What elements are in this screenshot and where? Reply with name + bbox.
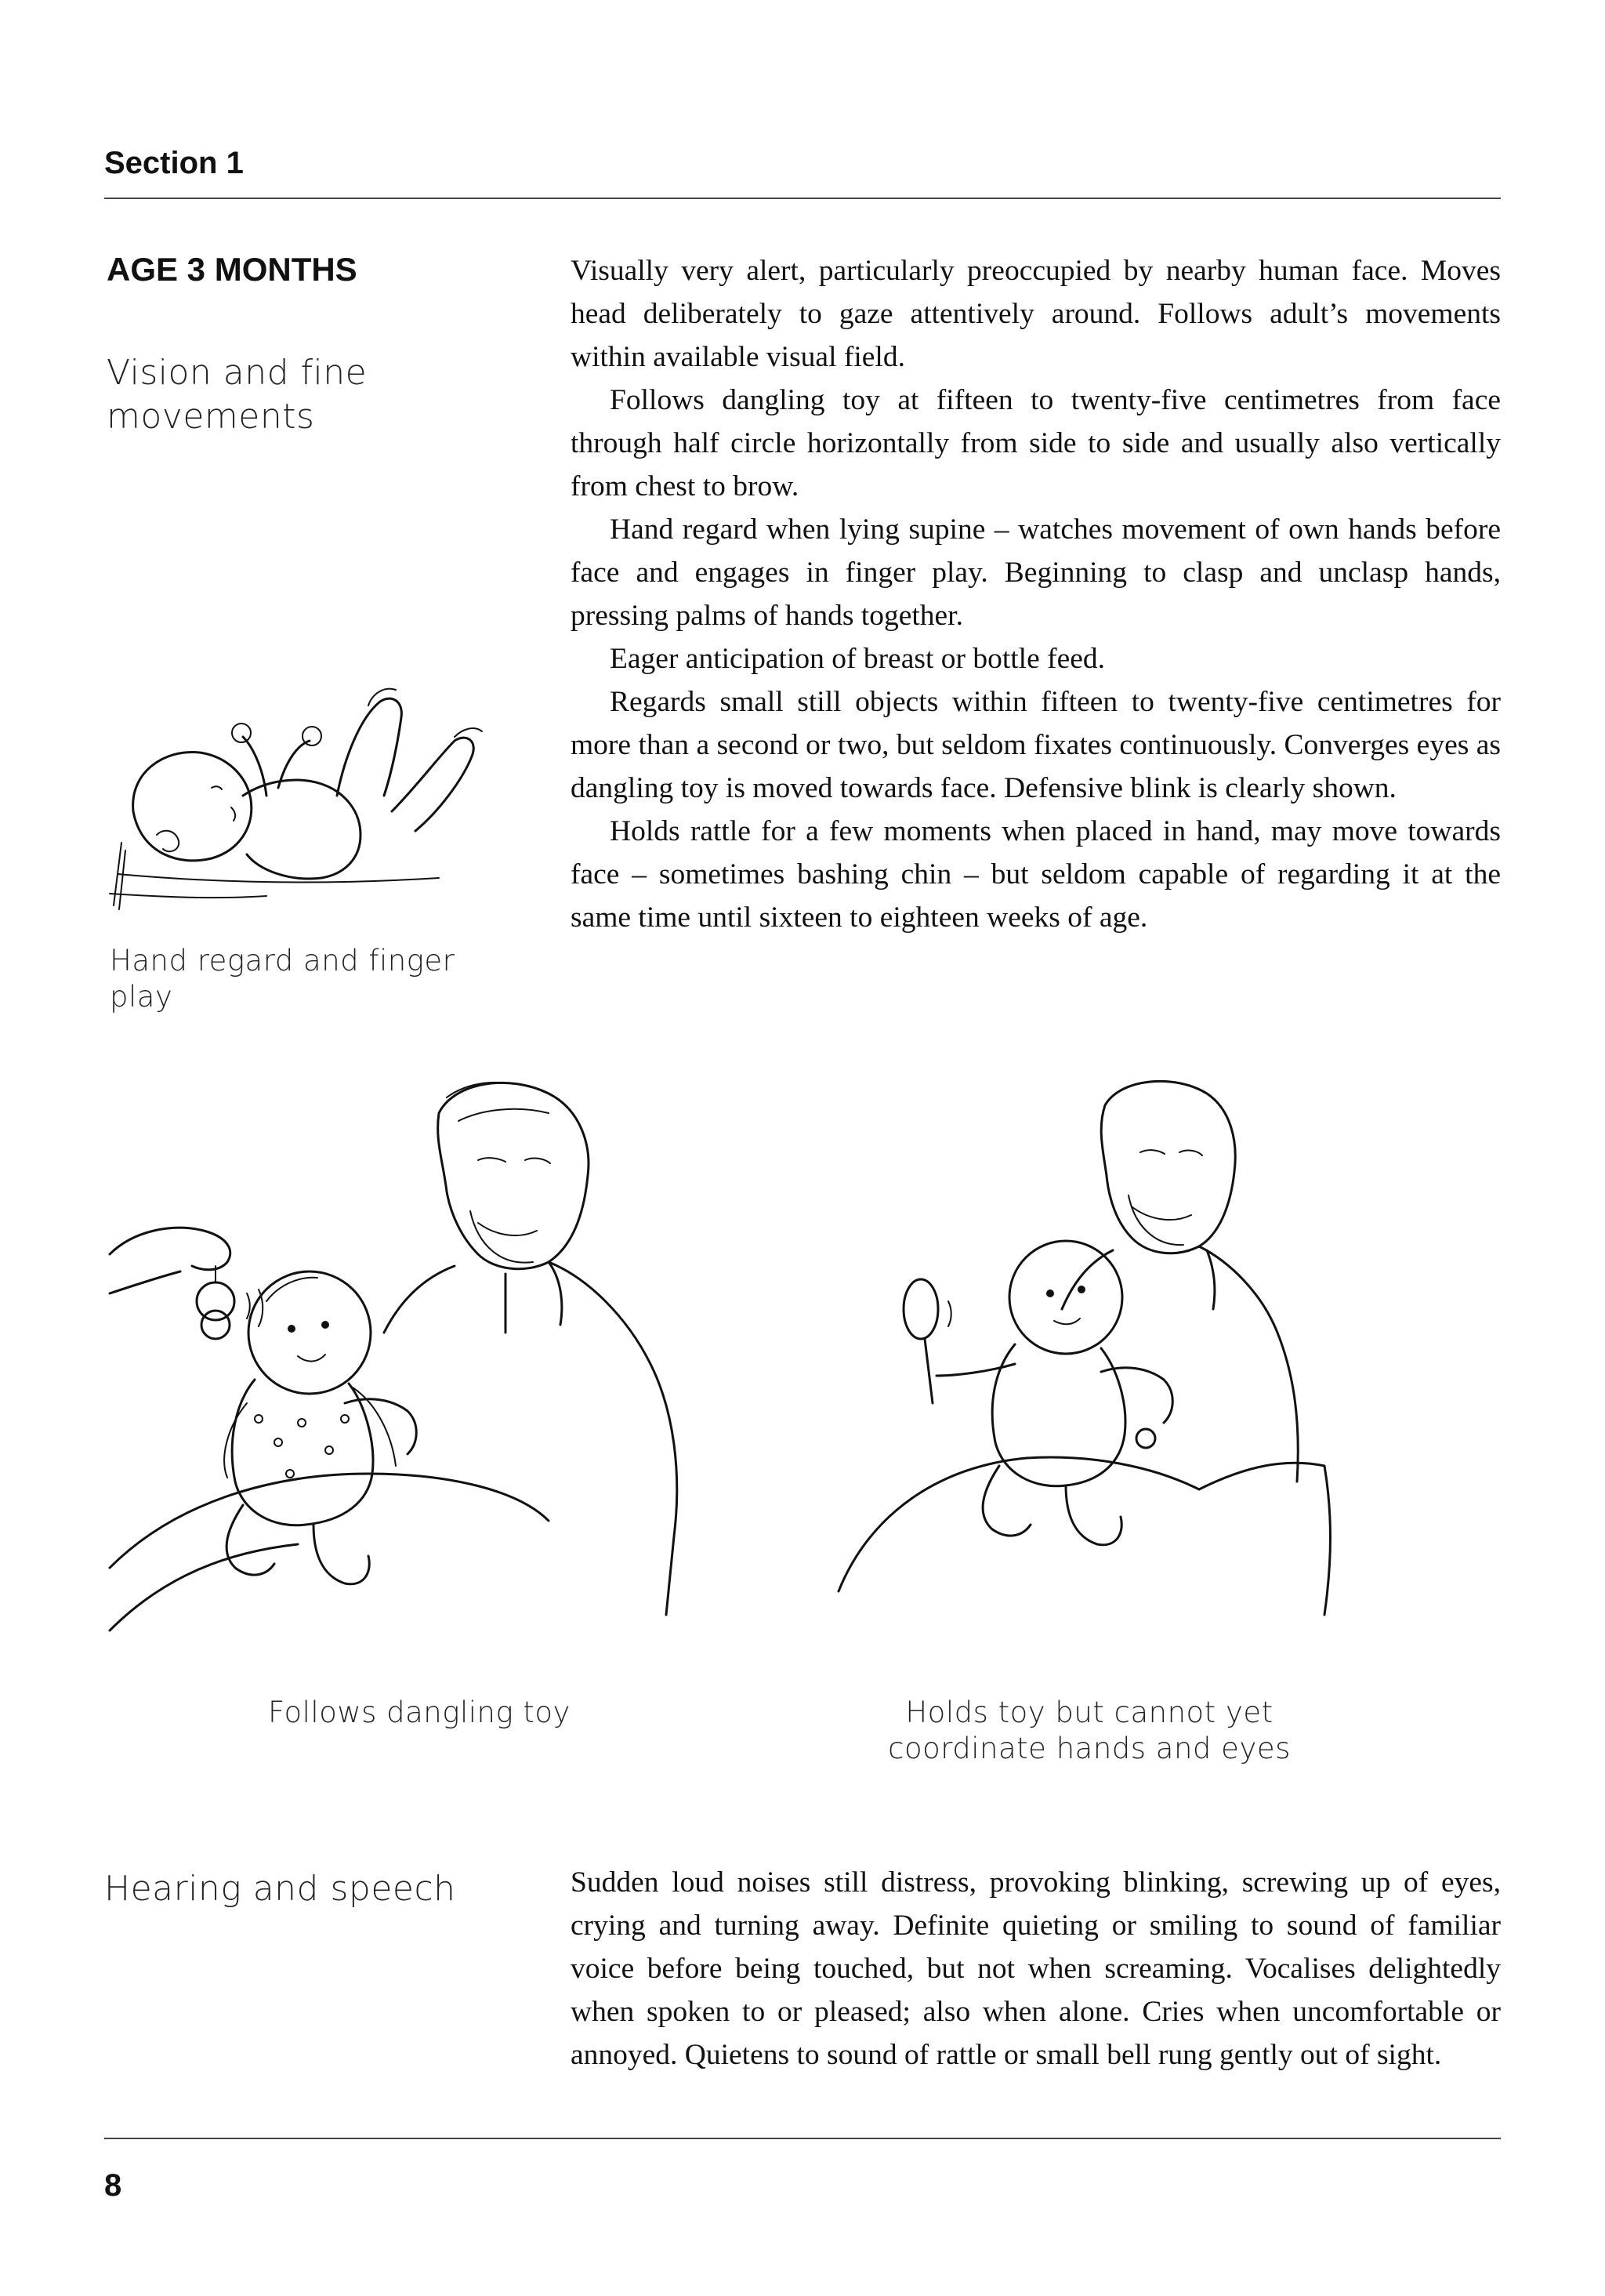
caption-follows-toy: Follows dangling toy bbox=[268, 1696, 571, 1729]
hearing-paragraph: Sudden loud noises still distress, provoking blinking, screwing up of eyes, crying and turning away. Definite quieting or smiling to sound of familiar voice before being touched, but not when screaming. Vocalises delightedly when spoken to or pleased; also when alone. Cries when uncomfortable or annoyed. Quietens to sound of rattle or small bell rung gently out of sight. bbox=[571, 1866, 1501, 2071]
vision-paragraph: Visually very alert, particularly preoccupied by nearby human face. Moves head deliberately to gaze attentively around. Follows adult’s movements within available visual field. bbox=[571, 255, 1501, 373]
hearing-heading: Hearing and speech bbox=[104, 1869, 456, 1909]
vision-heading: Vision and fine movements bbox=[107, 353, 368, 437]
vision-text bbox=[571, 249, 1501, 939]
vision-paragraph: Regards small still objects within fifteen to twenty-five centimetres for more than a second or two, but seldom fixates continuously. Converges eyes as dangling toy is moved towards face. Defensive blink is clearly shown. bbox=[571, 686, 1501, 804]
header-rule bbox=[104, 198, 1501, 199]
holds-toy-illustration bbox=[839, 1074, 1340, 1638]
caption-holds-toy: Holds toy but cannot yet coordinate hands and eyes bbox=[888, 1696, 1291, 1765]
caption-hand-regard: Hand regard and finger play bbox=[110, 944, 455, 1014]
follows-dangling-toy-illustration bbox=[110, 1066, 705, 1662]
vision-paragraph: Hand regard when lying supine – watches movement of own hands before face and engages in finger play. Beginning to clasp and unclasp hands, pressing palms of hands together. bbox=[571, 513, 1501, 632]
footer-rule bbox=[104, 2138, 1501, 2139]
vision-paragraph: Holds rattle for a few moments when placed in hand, may move towards face – sometimes bashing chin – but seldom capable of regarding it at the same time until sixteen to eighteen weeks of age. bbox=[571, 815, 1501, 934]
age-heading: AGE 3 MONTHS bbox=[107, 251, 357, 288]
vision-paragraph: Eager anticipation of breast or bottle feed. bbox=[610, 643, 1106, 675]
baby-hand-regard-illustration bbox=[110, 670, 517, 937]
page-number: 8 bbox=[104, 2168, 122, 2203]
hearing-text bbox=[571, 1861, 1501, 2077]
vision-paragraph: Follows dangling toy at fifteen to twenty-five centimetres from face through half circle horizontally from side to side and usually also vertically from chest to brow. bbox=[571, 384, 1501, 502]
section-label: Section 1 bbox=[104, 146, 244, 180]
